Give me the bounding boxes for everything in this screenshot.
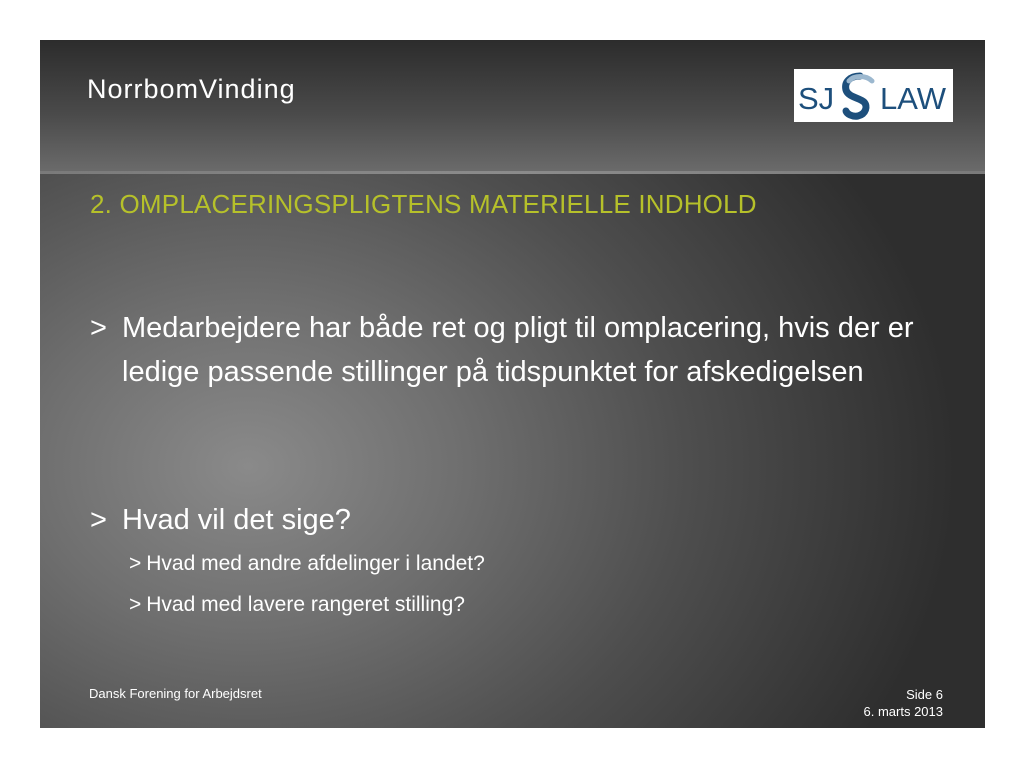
slide-title: 2. OMPLACERINGSPLIGTENS MATERIELLE INDHOLD [90,189,757,219]
header-divider [40,171,985,174]
sj-law-logo [794,69,953,122]
bullet-2 [90,498,950,542]
bullet-text: Hvad vil det sige? [122,504,351,536]
sub-bullet-1 [129,549,485,579]
sub-bullet-marker: > [129,552,142,575]
bullet-marker: > [90,312,107,344]
footer-page-info [864,686,944,720]
bullet-marker: > [90,504,107,536]
law-logo-text: LAW [880,81,947,116]
footer-organization: Dansk Forening for Arbejdsret [89,686,262,701]
norrbom-vinding-logo-text: NorrbomVinding [87,74,296,104]
sub-bullet-text: Hvad med andre afdelinger i landet? [146,552,485,575]
sj-logo-text: SJ [798,81,835,116]
sub-bullet-text: Hvad med lavere rangeret stilling? [146,593,465,616]
bullet-1 [90,306,950,394]
sub-bullet-marker: > [129,593,142,616]
footer-page-number: Side 6 [906,687,943,702]
slide [40,40,985,728]
sub-bullet-2 [129,590,465,620]
footer-date: 6. marts 2013 [863,704,943,719]
norrbom-vinding-logo [87,70,377,110]
bullet-text: Medarbejdere har både ret og pligt til omplacering, hvis der er ledige passende stillinger på tidspunktet for afskedigelsen [122,312,914,388]
